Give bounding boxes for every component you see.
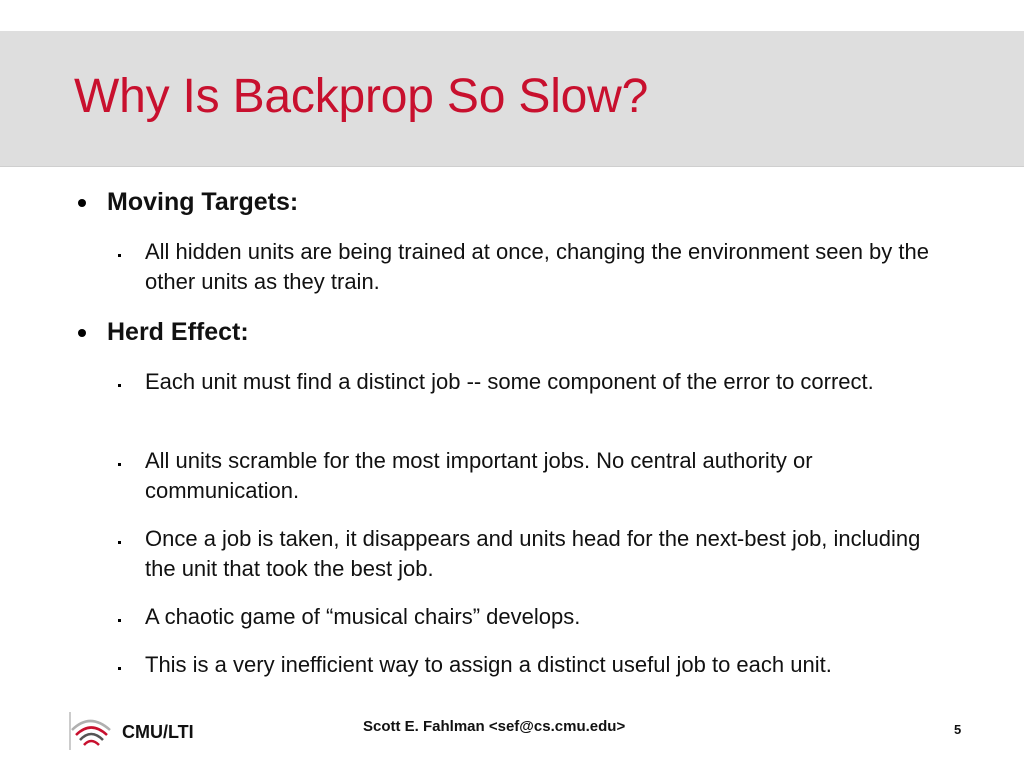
bullet-icon bbox=[78, 199, 86, 207]
list-item: Each unit must find a distinct job -- some component of the error to correct. bbox=[145, 369, 874, 394]
bullet-icon bbox=[78, 329, 86, 337]
list-item: A chaotic game of “musical chairs” develops. bbox=[145, 604, 581, 629]
sub-bullet-icon bbox=[118, 254, 121, 257]
slide-title: Why Is Backprop So Slow? bbox=[74, 70, 649, 123]
section-heading-moving-targets: Moving Targets: bbox=[107, 188, 299, 216]
sub-bullet-icon bbox=[118, 463, 121, 466]
page-number: 5 bbox=[954, 722, 962, 737]
sub-bullet-icon bbox=[118, 667, 121, 670]
footer-author: Scott E. Fahlman <sef@cs.cmu.edu> bbox=[363, 718, 626, 735]
section-heading-herd-effect: Herd Effect: bbox=[107, 318, 249, 346]
list-item: All hidden units are being trained at once, changing the environment seen by the other units as they train. bbox=[145, 239, 929, 294]
footer-org: CMU/LTI bbox=[122, 722, 194, 742]
sub-bullet-icon bbox=[118, 541, 121, 544]
sub-bullet-icon bbox=[118, 384, 121, 387]
list-item: All units scramble for the most important jobs. No central authority or communication. bbox=[145, 448, 813, 503]
list-item: Once a job is taken, it disappears and units head for the next-best job, including the unit that took the best job. bbox=[145, 526, 921, 581]
sub-bullet-icon bbox=[118, 619, 121, 622]
cmu-logo-icon bbox=[68, 706, 113, 751]
list-item: This is a very inefficient way to assign a distinct useful job to each unit. bbox=[145, 652, 832, 677]
